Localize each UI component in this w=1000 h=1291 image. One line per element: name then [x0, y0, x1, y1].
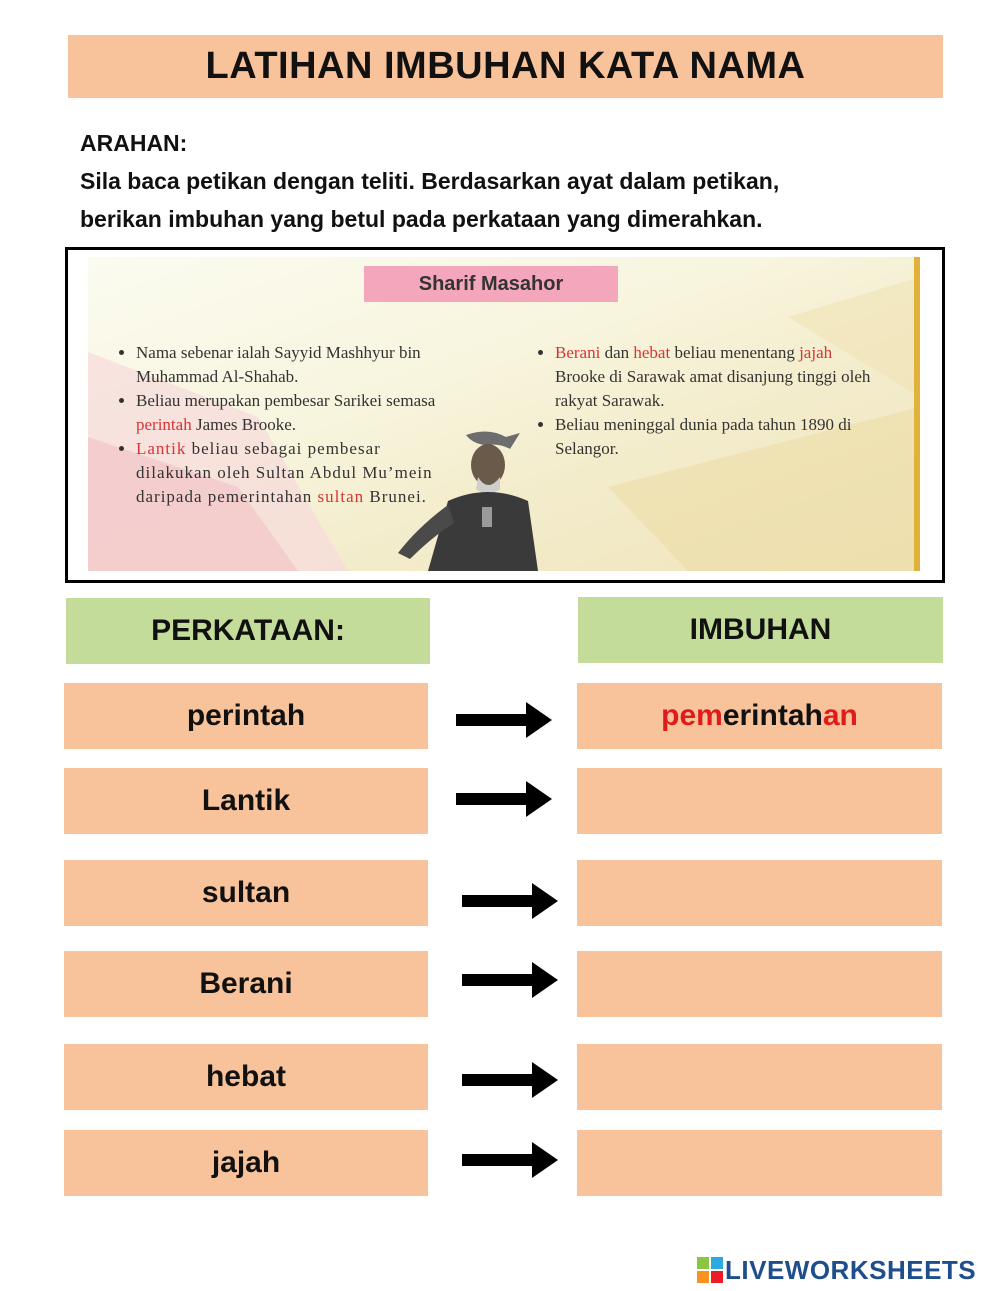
highlight-jajah: jajah [799, 343, 833, 362]
answer-root: erintah [722, 699, 823, 732]
passage-title: Sharif Masahor [364, 266, 618, 302]
highlight-hebat: hebat [633, 343, 671, 362]
word-cell-lantik: Lantik [64, 768, 428, 834]
instructions-line-2: berikan imbuhan yang betul pada perkataan yang dimerahkan. [80, 206, 763, 232]
answer-cell-berani[interactable] [577, 951, 942, 1017]
arrow-right-icon [462, 1062, 558, 1098]
passage-edge-accent [914, 257, 920, 571]
answer-cell-sultan[interactable] [577, 860, 942, 926]
arrow-right-icon [462, 962, 558, 998]
arrow-right-icon [456, 781, 552, 817]
answer-cell-lantik[interactable] [577, 768, 942, 834]
instructions-line-1: Sila baca petikan dengan teliti. Berdasarkan ayat dalam petikan, [80, 168, 780, 194]
instructions [80, 124, 940, 238]
answer-cell-hebat[interactable] [577, 1044, 942, 1110]
highlight-lantik: Lantik [136, 439, 187, 458]
passage-frame [65, 247, 945, 583]
liveworksheets-logo [697, 1256, 976, 1284]
highlight-sultan: sultan [317, 487, 365, 506]
passage-bullet-5: • Beliau meninggal dunia pada tahun 1890 di Selangor. [555, 413, 881, 461]
liveworksheets-logo-text: LIVEWORKSHEETS [725, 1254, 977, 1285]
answer-prefix: pem [661, 699, 723, 732]
passage-bullet-4: • Berani dan hebat beliau menentang jajah Brooke di Sarawak amat disanjung tinggi oleh rakyat Sarawak. [555, 341, 881, 413]
word-cell-berani: Berani [64, 951, 428, 1017]
passage-image [88, 257, 920, 571]
passage-bullet-1: • Nama sebenar ialah Sayyid Mashhyur bin Muhammad Al-Shahab. [136, 341, 442, 389]
passage-left-column [112, 341, 442, 509]
highlight-berani: Berani [555, 343, 601, 362]
answer-suffix: an [822, 699, 858, 732]
header-perkataan: PERKATAAN: [66, 598, 430, 664]
header-imbuhan: IMBUHAN [578, 597, 943, 663]
passage-bullet-2: • Beliau merupakan pembesar Sarikei semasa perintah James Brooke. [136, 389, 442, 437]
word-cell-perintah: perintah [64, 683, 428, 749]
answer-cell-jajah[interactable] [577, 1130, 942, 1196]
page-title: LATIHAN IMBUHAN KATA NAMA [68, 35, 943, 98]
highlight-perintah: perintah [136, 415, 192, 434]
passage-right-column [531, 341, 881, 461]
word-cell-sultan: sultan [64, 860, 428, 926]
instructions-heading: ARAHAN: [80, 130, 188, 156]
arrow-right-icon [456, 702, 552, 738]
word-cell-jajah: jajah [64, 1130, 428, 1196]
word-cell-hebat: hebat [64, 1044, 428, 1110]
passage-bullet-3: • Lantik beliau sebagai pembesar dilakukan oleh Sultan Abdul Mu’mein daripada pemerintahan sultan Brunei. [136, 437, 442, 509]
arrow-right-icon [462, 883, 558, 919]
answer-cell-perintah[interactable] [577, 683, 942, 749]
liveworksheets-logo-icon [697, 1257, 723, 1283]
arrow-right-icon [462, 1142, 558, 1178]
